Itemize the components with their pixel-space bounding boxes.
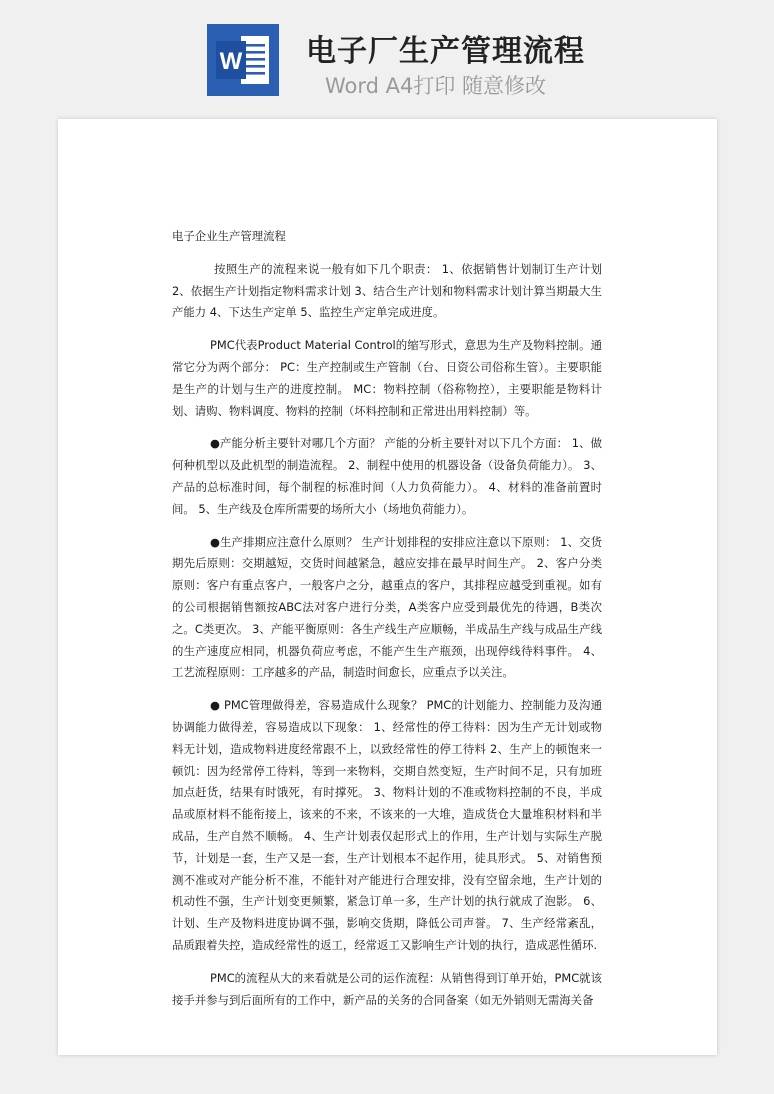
- paragraph-responsibilities: 按照生产的流程来说一般有如下几个职责： 1、依据销售计划制订生产计划 2、依据生产计划指定物料需求计划 3、结合生产计划和物料需求计划计算当期最大生产能力 4、下达生产定单 5、监控生产定单完成进度。: [172, 261, 602, 320]
- word-icon-letter: W: [219, 48, 243, 75]
- header-banner: [0, 0, 774, 118]
- banner-subtitle: Word A4打印 随意修改: [325, 74, 547, 98]
- word-document-icon: [207, 24, 279, 96]
- paragraph-capacity-analysis: ●产能分析主要针对哪几个方面？ 产能的分析主要针对以下几个方面： 1、做何种机型以及此机型的制造流程。 2、制程中使用的机器设备（设备负荷能力）。 3、产品的总标准时间，每个制程的标准时间（人力负荷能力）。 4、材料的准备前置时间。 5、生产线及仓库所需要的场所大小（场地负荷能力）。: [172, 436, 602, 516]
- document-page: [58, 119, 717, 1055]
- document-heading: 电子企业生产管理流程: [172, 229, 286, 243]
- banner-title: 电子厂生产管理流程: [306, 34, 585, 69]
- document-body: [172, 226, 602, 1022]
- paragraph-poor-pmc-effects: ● PMC管理做得差，容易造成什么现象？ PMC的计划能力、控制能力及沟通协调能力做得差，容易造成以下现象： 1、经常性的停工待料：因为生产无计划或物料无计划，造成物料进度经常跟不上，以致经常性的停工待料 2、生产上的顿饱来一顿饥：因为经常停工待料，等到一来物料，交期自然变短，生产时间不足，只有加班加点赶货，结果有时饿死，有时撑死。 3、物料计划的不准或物料控制的不良，半成品或原材料不能衔接上，该来的不来，不该来的一大堆，造成货仓大量堆积材料和半成品，生产自然不顺畅。 4、生产计划表仅起形式上的作用，生产计划与实际生产脱节，计划是一套，生产又是一套，生产计划根本不起作用，徒具形式。 5、对销售预测不准或对产能分析不准，不能针对产能进行合理安排，没有空留余地，生产计划的机动性不强，生产计划变更频繁，紧急订单一多，生产计划的执行就成了泡影。 6、计划、生产及物料进度协调不强，影响交货期，降低公司声誉。 7、生产经常紊乱，品质跟着失控，造成经常性的返工，经常返工又影响生产计划的执行，造成恶性循环.: [172, 698, 602, 952]
- paragraph-scheduling-principles: ●生产排期应注意什么原则？ 生产计划排程的安排应注意以下原则： 1、交货期先后原则：交期越短，交货时间越紧急，越应安排在最早时间生产。 2、客户分类原则：客户有重点客户，一般客户之分，越重点的客户，其排程应越受到重视。如有的公司根据销售额按ABC法对客户进行分类，A类客户应受到最优先的待遇，B类次之。C类更次。 3、产能平衡原则：各生产线生产应顺畅，半成品生产线与成品生产线的生产速度应相同，机器负荷应考虑，不能产生生产瓶颈，出现停线待料事件。 4、工艺流程原则：工序越多的产品，制造时间愈长，应重点予以关注。: [172, 534, 602, 680]
- paragraph-pmc-definition: PMC代表Product Material Control的缩写形式，意思为生产及物料控制。通常它分为两个部分： PC：生产控制或生产管制（台、日资公司俗称生管）。主要职能是生产的计划与生产的进度控制。 MC：物料控制（俗称物控），主要职能是物料计划、请购、物料调度、物料的控制（坏料控制和正常进出用料控制）等。: [172, 338, 602, 418]
- paragraph-pmc-process: PMC的流程从大的来看就是公司的运作流程：从销售得到订单开始，PMC就该接手并参与到后面所有的工作中，新产品的关务的合同备案（如无外销则无需海关备: [172, 970, 602, 1007]
